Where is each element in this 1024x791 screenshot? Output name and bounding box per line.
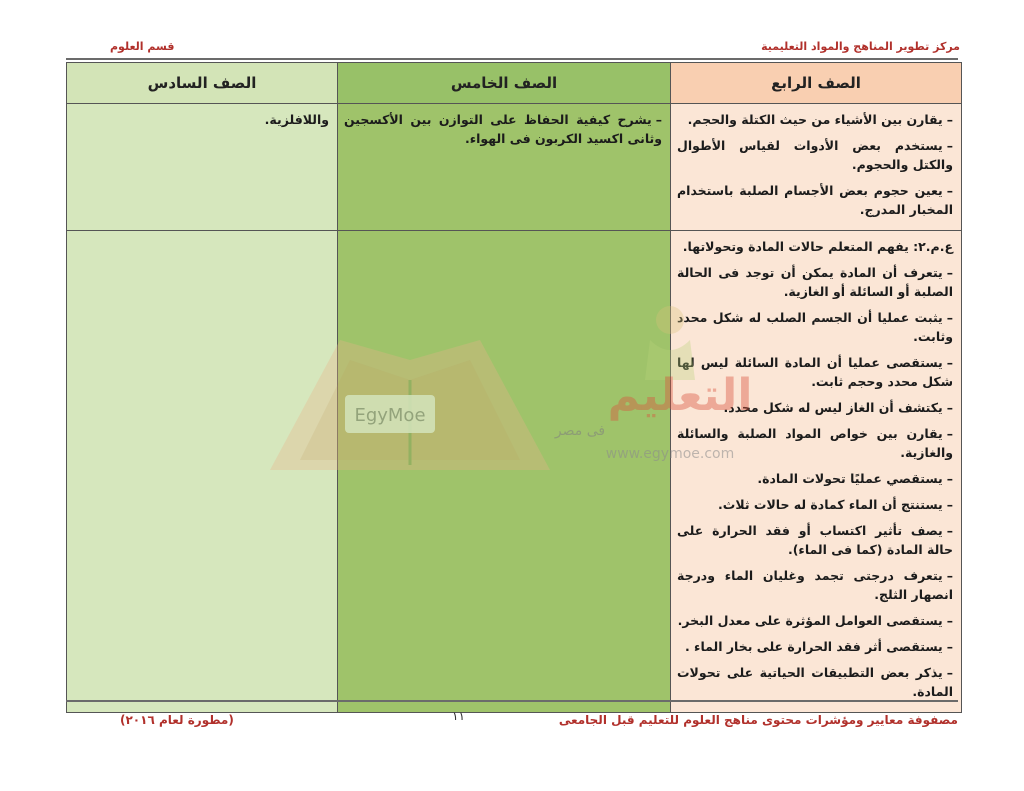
row2-grade4-cell xyxy=(671,231,962,713)
list-item: –يستخدم بعض الأدوات لقياس الأطوال والكتل والحجوم. xyxy=(677,138,953,172)
header-center-name: مركز تطوير المناهج والمواد التعليمية xyxy=(761,40,960,53)
row1-grade6-cell xyxy=(67,104,338,231)
list-item: –يستقصى العوامل المؤثرة على معدل البخر. xyxy=(677,613,953,628)
list-item: –يكتشف أن الغاز ليس له شكل محدد. xyxy=(723,400,953,415)
table-header-row xyxy=(67,63,962,104)
footer-edition: (مطورة لعام ٢٠١٦) xyxy=(120,713,234,727)
table-row xyxy=(67,231,962,713)
list-item: –يستقصى أثر فقد الحرارة على بخار الماء . xyxy=(684,639,953,654)
watermark-arabic-main: التعليم xyxy=(607,370,753,421)
row2-grade6-cell xyxy=(67,231,338,713)
list-item: –يقارن بين الأشياء من حيث الكتلة والحجم. xyxy=(687,112,953,127)
list-item: واللافلزية. xyxy=(264,112,329,127)
footer-rule xyxy=(66,700,958,702)
standard-heading: ع.م.٢: يفهم المتعلم حالات المادة وتحولاتها. xyxy=(682,239,953,254)
footer-title: مصفوفة معايير ومؤشرات محتوى مناهج العلوم للتعليم قبل الجامعى xyxy=(558,713,958,727)
standards-table xyxy=(66,62,962,713)
header-department: قسم العلوم xyxy=(110,40,175,53)
header-grade6: الصف السادس xyxy=(67,63,338,104)
list-item: –يتعرف درجتى تجمد وغليان الماء ودرجة انصهار الثلج. xyxy=(677,568,953,602)
list-item: –يذكر بعض التطبيقات الحياتية على تحولات المادة. xyxy=(677,665,953,699)
list-item: –يتعرف أن المادة يمكن أن توجد فى الحالة الصلبة أو السائلة أو الغازية. xyxy=(677,265,953,299)
list-item: –يعين حجوم بعض الأجسام الصلبة باستخدام المخبار المدرج. xyxy=(677,183,953,217)
row1-grade4-cell xyxy=(671,104,962,231)
list-item: –يثبت عمليا أن الجسم الصلب له شكل محدد وثابت. xyxy=(677,310,953,344)
header-grade4: الصف الرابع xyxy=(671,63,962,104)
page-number: ١١ xyxy=(452,709,465,723)
watermark-brand: EgyMoe xyxy=(354,405,426,426)
list-item: –يستنتج أن الماء كمادة له حالات ثلاث. xyxy=(718,497,953,512)
list-item: –يصف تأثير اكتساب أو فقد الحرارة على حالة المادة (كما فى الماء). xyxy=(677,523,953,557)
list-item: –يقارن بين خواص المواد الصلبة والسائلة والغازية. xyxy=(677,426,953,460)
list-item: –يشرح كيفية الحفاظ على التوازن بين الأكسجين وثانى اكسيد الكربون فى الهواء. xyxy=(344,112,662,146)
header-grade5: الصف الخامس xyxy=(338,63,671,104)
row2-grade5-cell xyxy=(338,231,671,713)
list-item: –يستقصي عمليًا تحولات المادة. xyxy=(757,471,953,486)
list-item: –يستقصى عمليا أن المادة السائلة ليس لها شكل محدد وحجم ثابت. xyxy=(677,355,953,389)
watermark-arabic-sub: فى مصر xyxy=(554,423,606,439)
row1-grade5-cell xyxy=(338,104,671,231)
table-row xyxy=(67,104,962,231)
watermark-url: www.egymoe.com xyxy=(605,446,735,462)
header-rule xyxy=(66,58,958,60)
